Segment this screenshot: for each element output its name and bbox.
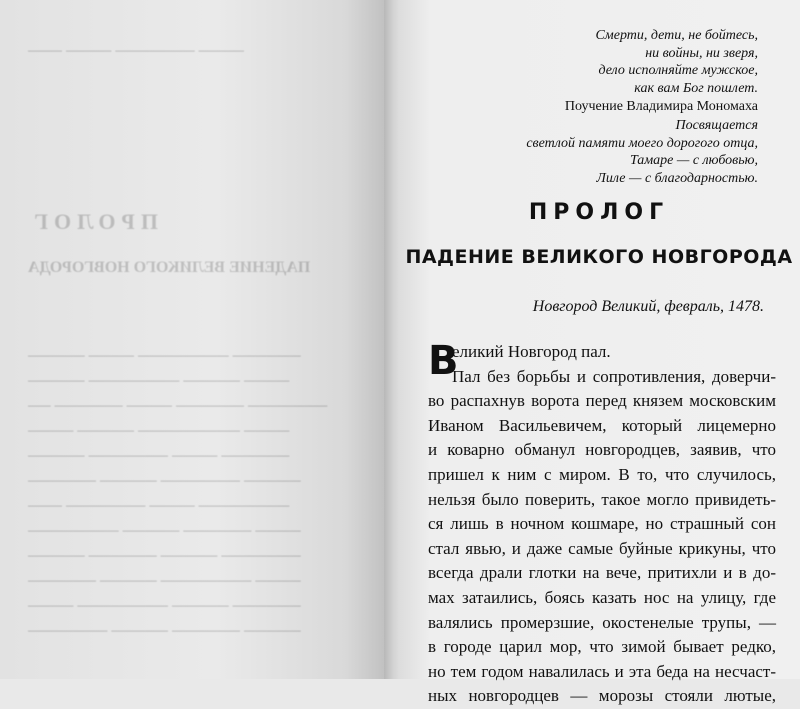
show-through-text: ──── ─────── ──── ─── ПРОЛОГ ПАДЕНИЕ ВЕЛИКОГО НОВГОРОДА ────── ──────── ──── ───── ──── ───── ──────── ───── ─────── ────── ──── ────── ── ──── ───────── ───── ──── ────── ──── ─────── ───── ───── ─────── ───── ────── ──────── ──── ─────── ─── ──── ────── ───── ──────── ─────── ───── ────── ───── ──── ──────── ───── ────── ────── ───── ──────── ──── ───── ────── ───── ─────── — [28, 43, 328, 640]
body-text — [428, 340, 776, 709]
dedication-line: Посвящается — [675, 118, 758, 133]
place-date: Новгород Великий, февраль, 1478. — [532, 298, 764, 315]
dedication-line: Лиле — с благодарностью. — [596, 170, 758, 186]
chapter-title: ПАДЕНИЕ ВЕЛИКОГО НОВГОРОДА — [405, 246, 793, 268]
left-page — [0, 0, 392, 679]
dedication — [438, 117, 758, 187]
epigraph-line: дело исполняйте мужское, — [598, 63, 758, 78]
dedication-line: светлой памяти моего дорогого отца, — [526, 135, 758, 151]
body-line: ных новгородцев — морозы стояли лютые, — [428, 686, 776, 706]
body-line: ся лишь в ночном кошмаре, но страшный сон — [428, 514, 776, 534]
body-line: еликий Новгород пал. — [452, 342, 611, 361]
dedication-line: Тамаре — с любовью, — [629, 153, 758, 168]
drop-cap: В — [428, 338, 459, 384]
body-line: нельзя было поверить, такое могло привидеть- — [428, 489, 776, 509]
epigraph — [458, 27, 758, 116]
body-line: Иваном Васильевичем, который лицемерно — [428, 415, 776, 435]
epigraph-line: ни войны, ни зверя, — [645, 45, 758, 61]
epigraph-line: как вам Бог пошлет. — [634, 80, 758, 96]
epigraph-line: Смерти, дети, не бойтесь, — [595, 28, 758, 43]
body-line: стал явью, и даже самые буйные крикуны, что — [428, 538, 776, 558]
body-line: валялись промерзшие, окостенелые трупы, — — [428, 612, 776, 632]
body-line: в городе царил мор, что зимой бывает редко, — [428, 637, 776, 657]
body-line: всегда драли глотки на вече, притихли и в до- — [428, 563, 776, 583]
body-line: пришел к ним с миром. В то, что случилось, — [428, 464, 776, 484]
body-line: Пал без борьбы и сопротивления, доверчи- — [452, 366, 776, 386]
epigraph-source: Поучение Владимира Мономаха — [564, 99, 758, 114]
body-line: и коварно обманул новгородцев, заявив, что — [428, 440, 776, 460]
body-line: во распахнув ворота перед князем московским — [428, 391, 776, 411]
prologue-title: ПРОЛОГ — [528, 200, 670, 225]
right-page — [398, 0, 800, 706]
body-line: мах затаились, боясь казать нос на улицу, где — [428, 587, 776, 607]
body-line: но тем годом навалилась и эта беда на несчаст- — [428, 661, 776, 681]
